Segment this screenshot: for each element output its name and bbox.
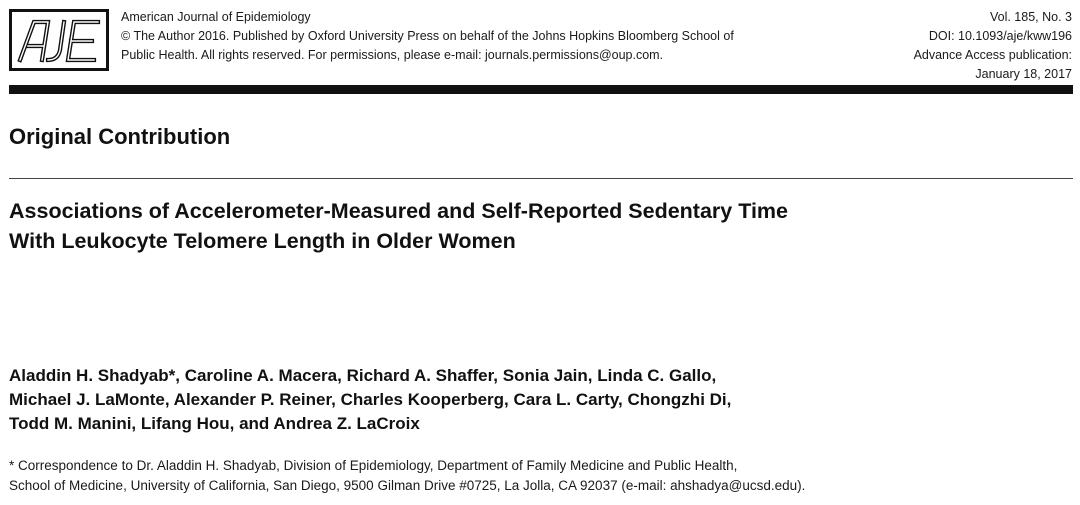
author-line: Michael J. LaMonte, Alexander P. Reiner, Charles Kooperberg, Cara L. Carty, Chongzhi Di, xyxy=(9,390,732,409)
journal-name: American Journal of Epidemiology xyxy=(121,10,311,24)
title-line: Associations of Accelerometer-Measured and Self-Reported Sedentary Time xyxy=(9,199,789,223)
article-title xyxy=(9,196,788,256)
author-line: Aladdin H. Shadyab*, Caroline A. Macera, Richard A. Shaffer, Sonia Jain, Linda C. Gallo, xyxy=(9,366,717,385)
author-line: Todd M. Manini, Lifang Hou, and Andrea Z. LaCroix xyxy=(9,414,420,433)
publication-date: January 18, 2017 xyxy=(975,67,1072,81)
correspondence-line: * Correspondence to Dr. Aladdin H. Shadyab, Division of Epidemiology, Department of Family Medicine and Public Health, xyxy=(9,458,738,473)
header-divider xyxy=(9,85,1073,94)
correspondence-note xyxy=(9,456,805,496)
copyright-line: © The Author 2016. Published by Oxford University Press on behalf of the Johns Hopkins Bloomberg School of xyxy=(121,29,734,43)
author-list xyxy=(9,364,731,436)
doi: DOI: 10.1093/aje/kww196 xyxy=(928,29,1072,43)
section-label: Original Contribution xyxy=(9,124,231,149)
title-line: With Leukocyte Telomere Length in Older Women xyxy=(9,229,516,253)
journal-info xyxy=(121,8,734,65)
advance-access-label: Advance Access publication: xyxy=(913,48,1072,62)
issue-info xyxy=(914,8,1072,84)
volume-issue: Vol. 185, No. 3 xyxy=(989,10,1072,24)
journal-logo xyxy=(9,9,109,71)
section-divider xyxy=(9,178,1073,179)
permissions-line: Public Health. All rights reserved. For permissions, please e-mail: journals.permissions@oup.com. xyxy=(121,48,664,62)
aje-logo-icon xyxy=(12,12,106,68)
correspondence-line: School of Medicine, University of California, San Diego, 9500 Gilman Drive #0725, La Jolla, CA 92037 (e-mail: ahshadya@ucsd.edu). xyxy=(9,478,806,493)
